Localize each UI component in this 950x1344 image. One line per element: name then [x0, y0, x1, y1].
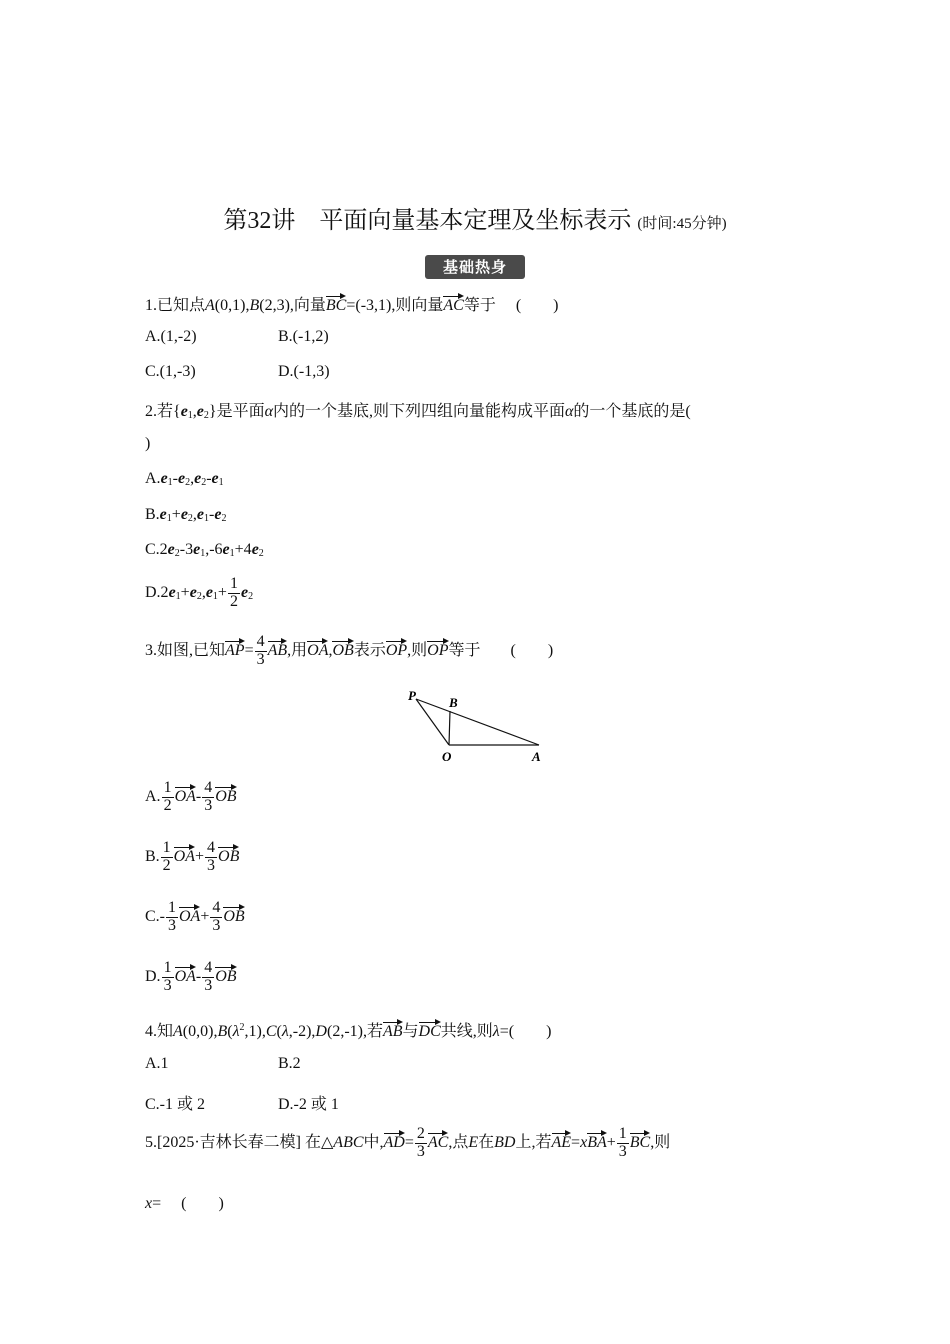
q4-lambda: λ [492, 1023, 500, 1040]
q1-stem [145, 292, 559, 315]
q3-text: ,用 [287, 641, 308, 659]
q5-text: ,则 [650, 1133, 671, 1151]
q5-frac-den: 3 [618, 1142, 627, 1160]
q3-comma: , [328, 641, 333, 659]
q3-eq: = [244, 641, 254, 659]
q2-text: }是平面 [208, 403, 265, 420]
q3-option-b: B. $\frac{1}{2}$ OA+ $\frac{4}{3}$ OB [145, 839, 240, 874]
q4-option-b: B.2 [278, 1055, 301, 1072]
q2-sub2: 2 [203, 410, 209, 421]
q4-point: D [315, 1023, 327, 1040]
q1-point-a: A [205, 297, 215, 314]
q4-point: A [173, 1023, 183, 1040]
q1-text: =(-3,1),则向量 [346, 297, 444, 314]
q3-vector-oa: OA [307, 638, 328, 660]
q2-alpha: α [565, 403, 574, 420]
q5-text: 上,若 [515, 1133, 552, 1151]
q1-option-c: C.(1,-3) [145, 363, 196, 380]
q1-answer-bracket: ( ) [515, 297, 559, 314]
q3-option-c: C.- $\frac{1}{3}$ OA+ $\frac{4}{3}$ OB [145, 899, 245, 934]
q4-text: (0,0), [182, 1023, 218, 1040]
q5-point-e: E [468, 1133, 479, 1151]
q2-text: 的一个基底的是( [573, 403, 691, 420]
q4-text: ( [227, 1023, 233, 1040]
q4-text: ( [276, 1023, 282, 1040]
q2-e1: e [180, 403, 188, 420]
q1-text: 等于 [463, 297, 496, 314]
q5-text: ,点 [448, 1133, 469, 1151]
q4-point: C [265, 1023, 277, 1040]
q2-alpha: α [264, 403, 273, 420]
q3-vector-op: OP [386, 638, 407, 660]
q3-option-a: A. $\frac{1}{2}$ OA- $\frac{4}{3}$ OB [145, 779, 237, 814]
q5-vector-ba: BA [587, 1130, 607, 1152]
q4-text: (2,-1),若 [326, 1023, 383, 1040]
q4-square: 2 [239, 1022, 245, 1033]
q3-text: 等于 [448, 641, 481, 659]
q3-vector-ob: OB [332, 638, 353, 660]
q3-frac-den: 3 [256, 650, 265, 668]
q3-answer-bracket: ( ) [510, 641, 554, 659]
q5-vector-ac: AC [428, 1130, 448, 1152]
q4-option-a: A.1 [145, 1055, 169, 1072]
q5-plus: + [606, 1133, 616, 1151]
q4-lambda: λ [232, 1023, 240, 1040]
q4-point: B [217, 1023, 228, 1040]
q3-text: 表示 [353, 641, 386, 659]
q5-fraction [415, 1126, 427, 1161]
q5-frac-num: 1 [618, 1125, 627, 1142]
q2-option-c: C.2e2-3e1,-6e1+4e2 [145, 541, 264, 559]
q3-stem [145, 634, 553, 669]
section-badge: 基础热身 [425, 255, 525, 279]
q2-stem [145, 398, 691, 421]
q4-text: ,-2), [288, 1023, 316, 1040]
title-sub: (时间:45分钟) [637, 216, 727, 232]
q2-text: 2.若{ [145, 403, 181, 420]
q3-vector-ab: AB [268, 638, 288, 660]
q4-option-d: D.-2 或 1 [278, 1096, 339, 1113]
label-a: A [532, 749, 541, 764]
q4-text: =( ) [499, 1023, 552, 1040]
q2-option-d: D.2e1+e2,e1+ $\frac{1}{2}$ e2 [145, 575, 254, 610]
q2-close-paren: ) [145, 435, 151, 452]
q3-fraction [255, 634, 267, 669]
q1-option-d: D.(-1,3) [278, 363, 330, 380]
q3-option-d: D. $\frac{1}{3}$ OA- $\frac{4}{3}$ OB [145, 959, 237, 994]
label-o: O [442, 749, 452, 764]
q3-text: 3.如图,已知 [145, 641, 226, 659]
q5-fraction [617, 1126, 629, 1161]
q2-option-b: B.e1+e2,e1-e2 [145, 506, 227, 524]
q5-x: x [580, 1133, 588, 1151]
q1-text: (2,3),向量 [259, 297, 326, 314]
q3-frac-num: 4 [256, 633, 265, 650]
title-main: 第32讲 平面向量基本定理及坐标表示 [223, 208, 632, 234]
q5-text: 5.[2025·吉林长春二模] 在△ [145, 1133, 334, 1151]
q2-option-a: A.e1-e2,e2-e1 [145, 470, 224, 488]
q5-eq: = [571, 1133, 581, 1151]
q4-vector-dc: DC [419, 1019, 441, 1041]
q5-x: x [145, 1195, 153, 1212]
q3-text: ,则 [407, 641, 428, 659]
q4-text: 共线,则 [440, 1023, 493, 1040]
label-p: P [408, 688, 416, 703]
q1-point-b: B [249, 297, 260, 314]
q5-answer-bracket: ( ) [181, 1195, 224, 1212]
q5-frac-num: 2 [416, 1125, 425, 1142]
q1-text: (0,1), [214, 297, 250, 314]
q5-eq: = [404, 1133, 414, 1151]
q1-option-b: B.(-1,2) [278, 328, 329, 345]
q1-option-a: A.(1,-2) [145, 328, 197, 345]
q4-lambda: λ [281, 1023, 289, 1040]
q1-vector-ac: AC [443, 293, 463, 315]
q4-text: 4.知 [145, 1023, 174, 1040]
q5-frac-den: 3 [416, 1142, 425, 1160]
q2-comma: , [192, 403, 197, 420]
q1-vector-bc: BC [326, 293, 346, 315]
q4-stem [145, 1018, 551, 1041]
q5-segment-bd: BD [494, 1133, 516, 1151]
q5-stem [145, 1126, 670, 1161]
q5-text: 在 [478, 1133, 495, 1151]
q5-text: 中, [363, 1133, 384, 1151]
q4-text: 与 [402, 1023, 419, 1040]
label-b: B [449, 695, 458, 710]
q5-triangle: ABC [333, 1133, 364, 1151]
q5-eq: = [152, 1195, 162, 1212]
q4-text: ,1), [244, 1023, 266, 1040]
q5-vector-ae: AE [552, 1130, 572, 1152]
page-title [0, 200, 950, 235]
q2-text: 内的一个基底,则下列四组向量能构成平面 [273, 403, 566, 420]
q5-vector-ad: AD [384, 1130, 405, 1152]
q3-vector-op: OP [427, 638, 448, 660]
q1-text: 1.已知点 [145, 297, 206, 314]
q5-line2 [145, 1190, 224, 1213]
q2-e2: e [196, 403, 204, 420]
q5-vector-bc: BC [630, 1130, 650, 1152]
q3-vector-ap: AP [225, 638, 245, 660]
triangle-figure [400, 683, 560, 768]
q4-vector-ab: AB [383, 1019, 403, 1041]
q4-option-c: C.-1 或 2 [145, 1096, 206, 1113]
q2-sub1: 1 [187, 410, 193, 421]
